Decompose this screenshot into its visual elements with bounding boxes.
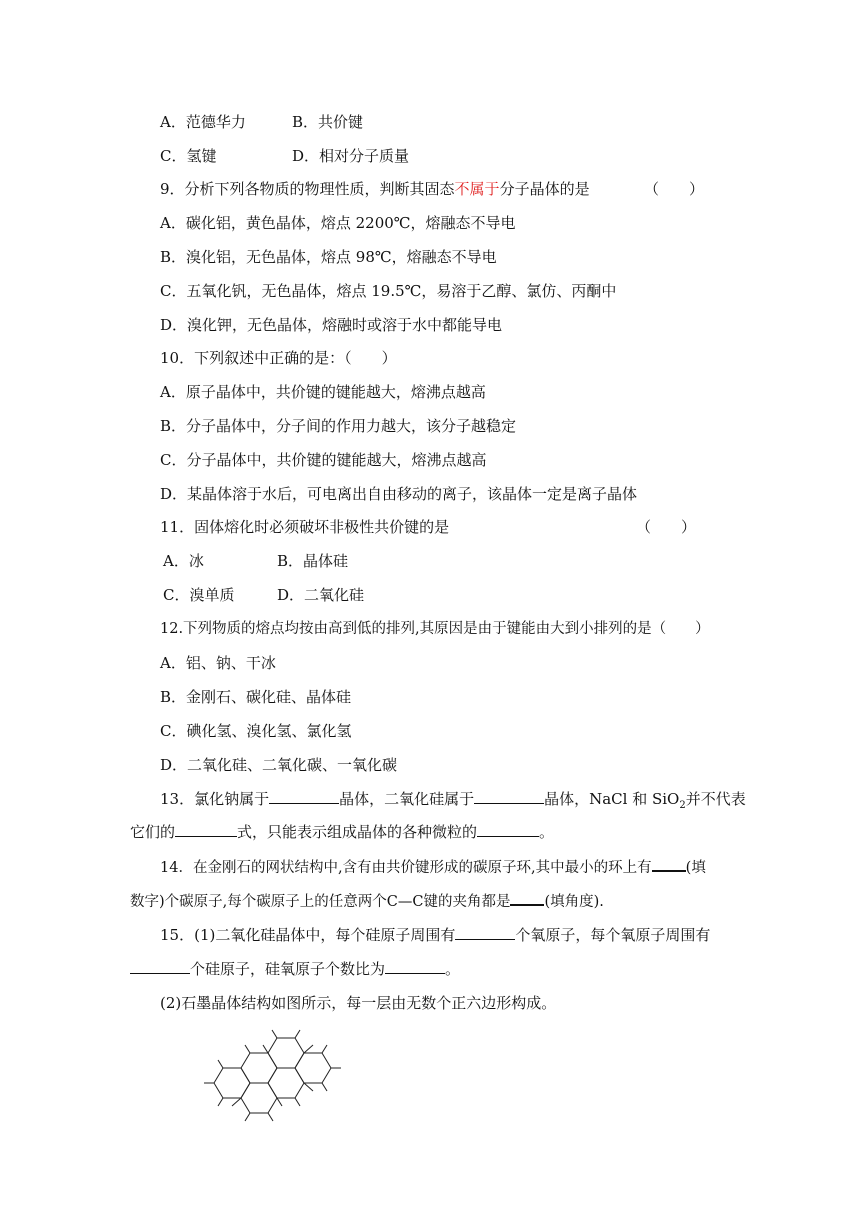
q15-text: 。	[445, 960, 461, 978]
q13-text: 。	[539, 823, 555, 841]
q10-stem: 10．下列叙述中正确的是：（ ）	[160, 349, 397, 367]
q15-part2-text: (2)石墨晶体结构如图所示，每一层由无数个正六边形构成。	[160, 994, 557, 1012]
graphite-lattice-figure	[195, 1018, 345, 1136]
q8-option-a: A．范德华力	[160, 113, 246, 131]
q9-stem-text: 9．分析下列各物质的物理性质，判断其固态	[160, 180, 455, 198]
q14-text: (填角度).	[544, 894, 604, 910]
q11-option-d: D．二氧化硅	[277, 586, 365, 604]
hexagon	[268, 1068, 304, 1098]
q13-blank-formula[interactable]	[175, 822, 237, 837]
q10-option-c: C．分子晶体中，共价键的键能越大，熔沸点越高	[160, 451, 487, 469]
q12-option-b: B．金刚石、碳化硅、晶体硅	[160, 688, 352, 706]
q8-option-d: D．相对分子质量	[292, 147, 410, 165]
q9-option-d: D．溴化钾，无色晶体，熔融时或溶于水中都能导电	[160, 316, 503, 334]
q13-text: 晶体，二氧化硅属于	[339, 790, 475, 808]
bond	[322, 1083, 327, 1091]
q9-stem	[160, 179, 590, 199]
q15-blank-si-count[interactable]	[130, 959, 190, 974]
hexagon	[241, 1053, 277, 1083]
bond	[295, 1030, 300, 1038]
hexagon	[295, 1053, 331, 1083]
q11-option-a: A．冰	[163, 552, 204, 570]
q11-answer-bracket: （ ）	[636, 518, 697, 536]
bond	[304, 1083, 313, 1091]
hexagon	[268, 1038, 304, 1068]
q13-blank-ratio[interactable]	[477, 822, 539, 837]
q14-line-2	[130, 890, 604, 912]
bond	[295, 1098, 300, 1106]
q15-text: 15．(1)二氧化硅晶体中，每个硅原子周围有	[160, 926, 456, 944]
q15-text: 个氧原子，每个氧原子周围有	[515, 926, 711, 944]
q15-blank-o-count[interactable]	[455, 925, 515, 940]
q13-text: 式，只能表示组成晶体的各种微粒的	[237, 823, 478, 841]
q11-option-b: B．晶体硅	[277, 552, 349, 570]
q9-stem-text-end: 分子晶体的是	[499, 180, 590, 198]
q14-line-1	[160, 856, 706, 878]
q12-option-a: A．铝、钠、干冰	[160, 654, 276, 672]
q8-option-b: B．共价键	[292, 113, 364, 131]
q9-option-b: B．溴化铝，无色晶体，熔点 98℃，熔融态不导电	[160, 248, 497, 266]
q14-text: (填	[685, 860, 706, 876]
q13-text: 它们的	[130, 823, 176, 841]
hexagon	[214, 1068, 250, 1098]
q10-option-d: D．某晶体溶于水后，可电离出自由移动的离子，该晶体一定是离子晶体	[160, 485, 638, 503]
q14-blank-count[interactable]	[652, 856, 686, 872]
q9-option-a: A．碳化铝，黄色晶体，熔点 2200℃，熔融态不导电	[160, 214, 516, 232]
q14-text: 14．在金刚石的网状结构中,含有由共价键形成的碳原子环,其中最小的环上有	[160, 860, 652, 876]
q13-text: 13．氯化钠属于	[160, 790, 270, 808]
q8-option-c: C．氢键	[160, 147, 217, 165]
q13-text: 并不代表	[685, 790, 746, 808]
q14-blank-angle[interactable]	[510, 890, 544, 906]
bond	[272, 1030, 277, 1038]
q9-answer-bracket: （ ）	[644, 180, 705, 198]
hexagon	[241, 1083, 277, 1113]
q12-stem: 12.下列物质的熔点均按由高到低的排列,其原因是由于键能由大到小排列的是（ ）	[160, 621, 710, 637]
q9-emphasis: 不属于	[454, 180, 500, 198]
bond	[218, 1098, 223, 1106]
q12-option-d: D．二氧化硅、二氧化碳、一氧化碳	[160, 756, 398, 774]
q10-option-a: A．原子晶体中，共价键的键能越大，熔沸点越高	[160, 383, 486, 401]
q13-subscript: 2	[679, 800, 686, 811]
q13-blank-nacl[interactable]	[269, 789, 339, 804]
bond	[322, 1045, 327, 1053]
bond	[268, 1113, 273, 1121]
q13-line-1	[160, 789, 746, 816]
bond	[277, 1098, 282, 1106]
q13-line-2	[130, 822, 554, 842]
q13-blank-sio2[interactable]	[474, 789, 544, 804]
q14-text: 数字)个碳原子,每个碳原子上的任意两个C—C键的夹角都是	[130, 894, 511, 910]
q15-line-1	[160, 925, 710, 945]
bond	[232, 1098, 241, 1106]
q10-option-b: B．分子晶体中，分子间的作用力越大，该分子越稳定	[160, 417, 517, 435]
q15-blank-ratio[interactable]	[385, 959, 445, 974]
q11-stem: 11．固体熔化时必须破坏非极性共价键的是	[160, 518, 450, 536]
q12-option-c: C．碘化氢、溴化氢、氯化氢	[160, 722, 352, 740]
bond	[245, 1045, 250, 1053]
q15-text: 个硅原子，硅氧原子个数比为	[190, 960, 386, 978]
bond	[263, 1045, 268, 1053]
q15-line-2	[130, 959, 460, 979]
q13-text: 晶体，NaCl 和 SiO	[544, 790, 680, 808]
q11-option-c: C．溴单质	[163, 586, 235, 604]
bond	[304, 1045, 313, 1053]
q9-option-c: C．五氧化钒，无色晶体，熔点 19.5℃，易溶于乙醇、氯仿、丙酮中	[160, 282, 617, 300]
bond	[218, 1060, 223, 1068]
bond	[245, 1113, 250, 1121]
